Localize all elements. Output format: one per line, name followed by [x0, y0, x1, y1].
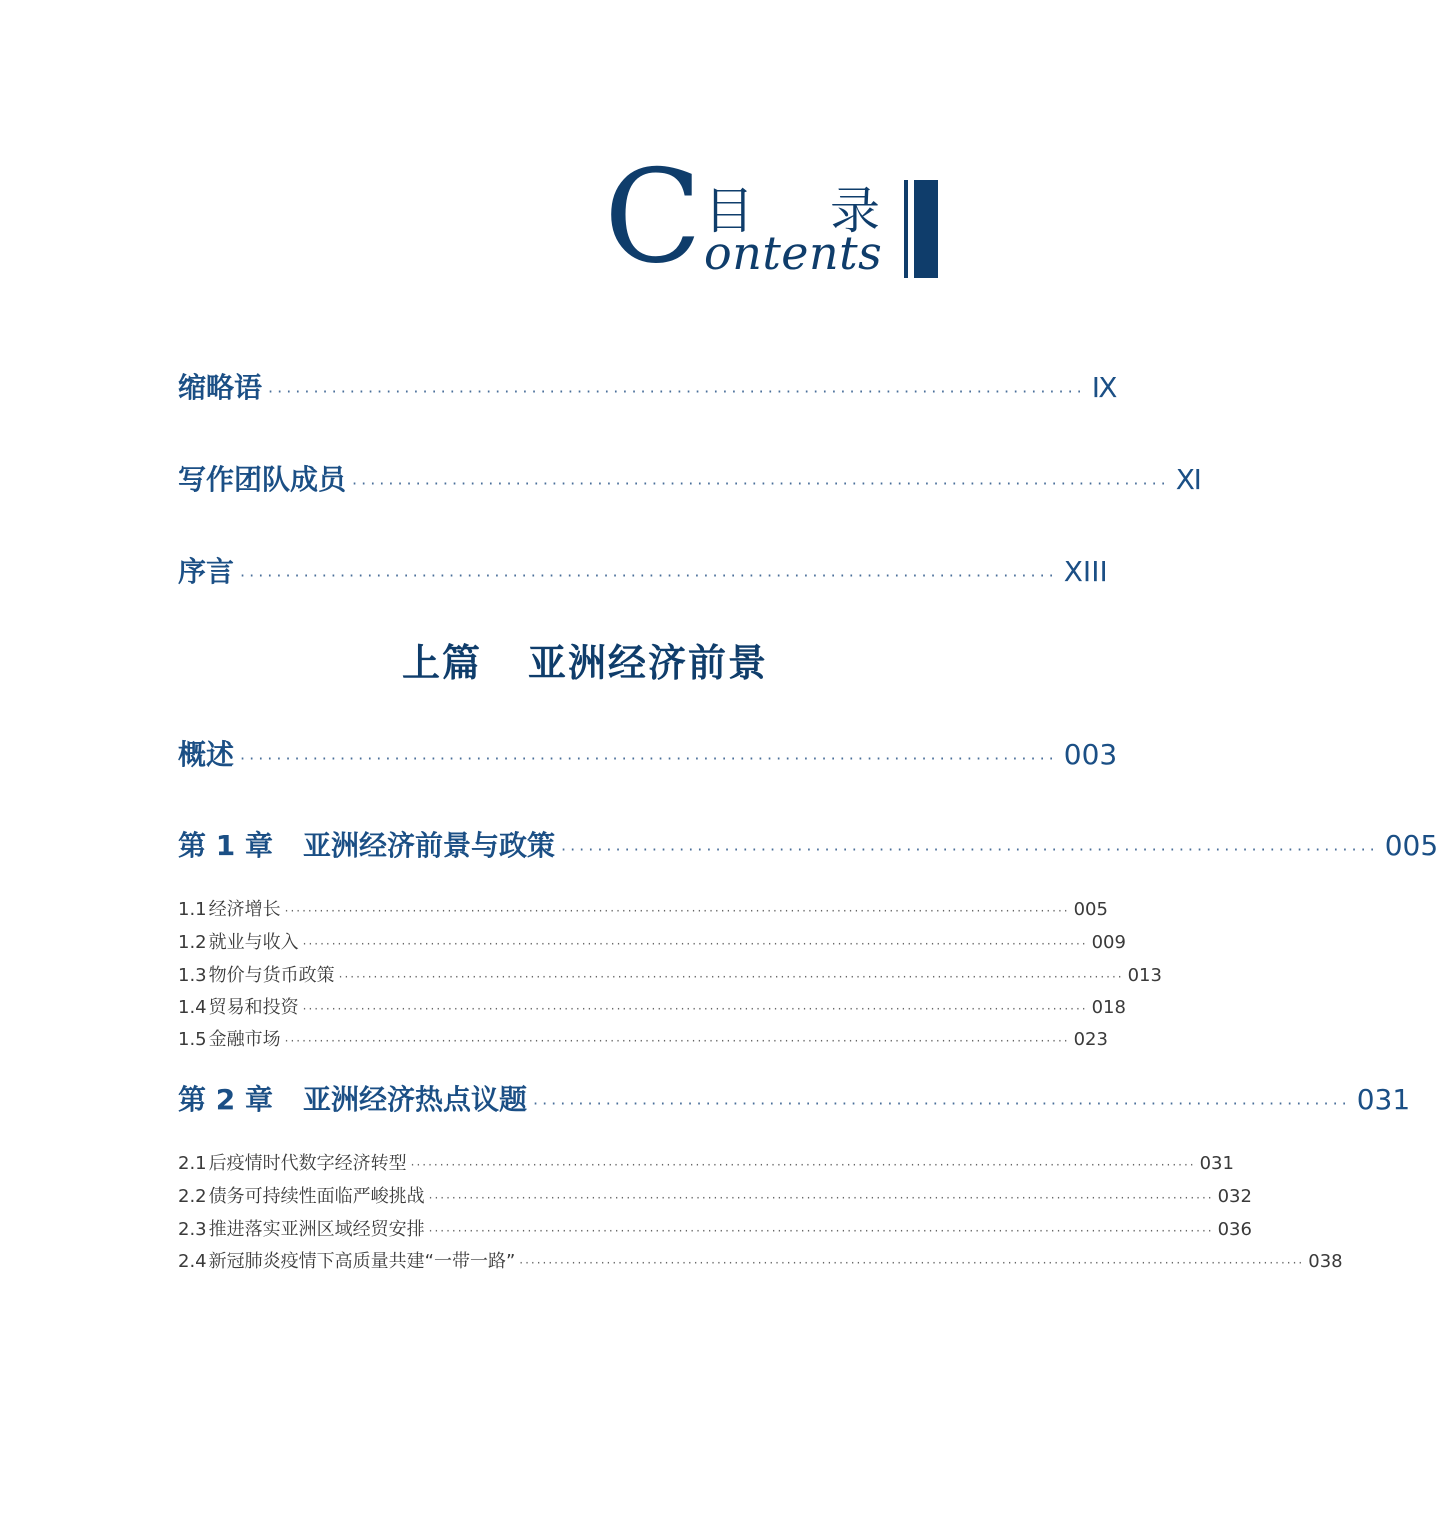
toc-entry-page: 031 [1356, 1083, 1411, 1116]
section-title: 新冠肺炎疫情下高质量共建“一带一路” [208, 1251, 516, 1272]
section-title: 债务可持续性面临严峻挑战 [208, 1186, 425, 1207]
section-page: 038 [1308, 1251, 1343, 1272]
chapter-number: 第 1 章 [178, 829, 273, 862]
toc-leader-dots: ·························································································· [268, 382, 1086, 401]
section-title: 就业与收入 [208, 932, 299, 953]
toc-entry-abbreviations[interactable] [178, 366, 1118, 406]
toc-section-2-4[interactable] [178, 1247, 1343, 1273]
contents-cn-char-1: 目 [704, 182, 754, 240]
contents-cn-char-2: 录 [830, 182, 880, 240]
toc-entry-preface[interactable] [178, 550, 1108, 590]
toc-section-2-3[interactable] [178, 1215, 1252, 1241]
toc-leader-dots: ······································································································································· [302, 937, 1088, 951]
toc-section-1-2[interactable] [178, 928, 1126, 954]
section-page: 018 [1091, 997, 1126, 1018]
section-page: 031 [1199, 1153, 1234, 1174]
chapter-number: 第 2 章 [178, 1083, 273, 1116]
toc-entry-overview[interactable] [178, 733, 1118, 773]
section-title: 后疫情时代数字经济转型 [208, 1153, 407, 1174]
toc-entry-chapter-2[interactable] [178, 1078, 1411, 1118]
toc-leader-dots: ······································································································································· [338, 970, 1124, 984]
toc-section-1-5[interactable] [178, 1025, 1108, 1051]
section-page: 009 [1091, 932, 1126, 953]
section-number: 1.1 [178, 899, 207, 920]
toc-entry-label [178, 824, 555, 864]
toc-leader-dots: ·························································································· [561, 840, 1379, 859]
chapter-title: 亚洲经济热点议题 [302, 1083, 527, 1116]
toc-entry-page: 003 [1063, 738, 1118, 771]
toc-leader-dots: ·························································································· [352, 474, 1170, 493]
contents-english-title: ontents [704, 226, 883, 280]
toc-entry-page: XIII [1063, 555, 1108, 588]
toc-leader-dots: ······································································································································· [410, 1158, 1196, 1172]
toc-entry-label: 概述 [178, 738, 235, 771]
toc-entry-label: 缩略语 [178, 371, 263, 404]
toc-section-1-1[interactable] [178, 895, 1108, 921]
section-number: 2.1 [178, 1153, 207, 1174]
section-title: 金融市场 [208, 1029, 281, 1050]
section-page: 005 [1073, 899, 1108, 920]
toc-entry-label [178, 1078, 527, 1118]
section-number: 1.5 [178, 1029, 207, 1050]
section-title: 推进落实亚洲区域经贸安排 [208, 1219, 425, 1240]
toc-section-2-2[interactable] [178, 1182, 1252, 1208]
toc-leader-dots: ······································································································································· [284, 904, 1070, 918]
section-title: 物价与货币政策 [208, 965, 335, 986]
section-page: 013 [1127, 965, 1162, 986]
contents-big-letter: C [604, 143, 702, 292]
section-page: 032 [1217, 1186, 1252, 1207]
section-title: 贸易和投资 [208, 997, 299, 1018]
part-prefix: 上篇 [401, 641, 482, 685]
toc-section-1-3[interactable] [178, 961, 1162, 987]
toc-entry-page: 005 [1384, 829, 1438, 862]
section-number: 1.4 [178, 997, 207, 1018]
toc-leader-dots: ······································································································································· [284, 1034, 1070, 1048]
toc-entry-page: Ⅸ [1091, 371, 1118, 404]
toc-leader-dots: ·························································································· [533, 1094, 1351, 1113]
toc-leader-dots: ·························································································· [240, 749, 1058, 768]
toc-entry-page: Ⅺ [1175, 463, 1202, 496]
toc-entry-writing-team[interactable] [178, 458, 1202, 498]
toc-entry-label: 写作团队成员 [178, 463, 347, 496]
toc-leader-dots: ·························································································· [240, 566, 1058, 585]
toc-leader-dots: ······································································································································· [302, 1002, 1088, 1016]
contents-header [600, 143, 950, 292]
toc-entry-chapter-1[interactable] [178, 824, 1438, 864]
toc-entry-label: 序言 [178, 555, 235, 588]
toc-leader-dots: ······································································································································· [428, 1191, 1214, 1205]
part-title [0, 632, 1170, 687]
header-thick-bar [914, 180, 938, 278]
toc-leader-dots: ······································································································································· [428, 1224, 1214, 1238]
toc-section-1-4[interactable] [178, 993, 1126, 1019]
toc-leader-dots: ······································································································································· [519, 1256, 1305, 1270]
chapter-title: 亚洲经济前景与政策 [302, 829, 555, 862]
section-page: 023 [1073, 1029, 1108, 1050]
header-thin-bar [904, 180, 908, 278]
section-title: 经济增长 [208, 899, 281, 920]
section-page: 036 [1217, 1219, 1252, 1240]
part-name: 亚洲经济前景 [528, 641, 769, 685]
section-number: 1.3 [178, 965, 207, 986]
section-number: 2.4 [178, 1251, 207, 1272]
section-number: 1.2 [178, 932, 207, 953]
section-number: 2.2 [178, 1186, 207, 1207]
section-number: 2.3 [178, 1219, 207, 1240]
toc-section-2-1[interactable] [178, 1149, 1234, 1175]
